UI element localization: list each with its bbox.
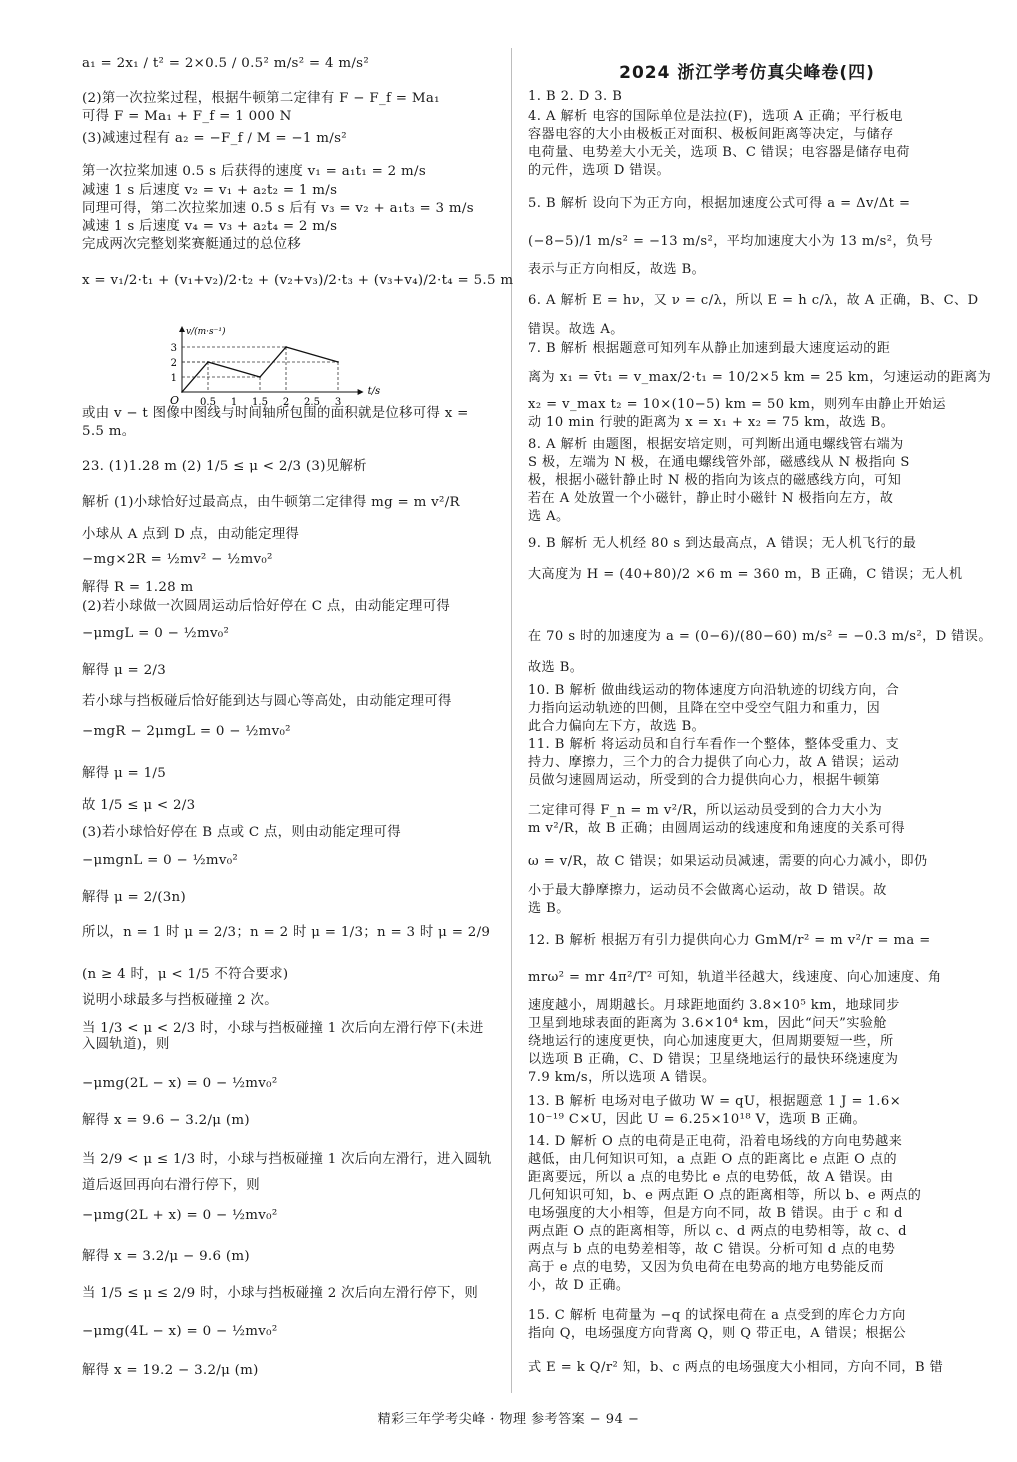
left-text-line: 故 1/5 ≤ μ < 2/3 [82,798,196,813]
y-axis-arrow [179,326,185,332]
left-text-line: 说明小球最多与挡板碰撞 2 次。 [82,993,278,1008]
right-text-line: 员做匀速圆周运动，所受到的合力提供向心力，根据牛顿第 [528,773,881,788]
right-text-line: x₂ = v_max t₂ = 10×(10−5) km = 50 km，则列车由静止开始运 [528,397,946,412]
left-text-line: 完成两次完整划桨赛艇通过的总位移 [82,237,302,252]
right-text-line: 12. B 解析 根据万有引力提供向心力 GmM/r² = m v²/r = ma = [528,933,931,948]
column-divider [511,48,512,1393]
right-text-line: 持力、摩擦力，三个力的合力提供了向心力，故 A 错误；运动 [528,755,900,770]
left-text-line: 解得 μ = 1/5 [82,766,167,781]
x-tick-label: 2.5 [304,397,320,408]
right-text-line: 大高度为 H = (40+80)/2 ×6 m = 360 m，B 正确，C 错误；无人机 [528,567,963,582]
right-text-line: 卫星到地球表面的距离为 3.6×10⁴ km，因此“问天”实验舱 [528,1016,887,1031]
right-text-line: 几何知识可知，b、e 两点距 O 点的距离相等，所以 b、e 两点的 [528,1188,922,1203]
right-text-line: 15. C 解析 电荷量为 −q 的试探电荷在 a 点受到的库仑力方向 [528,1308,906,1323]
left-text-line: 道后返回再向右滑行停下，则 [82,1178,260,1193]
left-text-line: 入圆轨道)，则 [82,1037,170,1052]
right-text-line: 1. B 2. D 3. B [528,89,623,104]
left-text-line: 减速 1 s 后速度 v₄ = v₃ + a₂t₄ = 2 m/s [82,219,338,234]
right-text-line: 容器电容的大小由极板正对面积、极板间距离等决定，与储存 [528,127,894,142]
right-text-line: 故选 B。 [528,660,584,675]
right-text-line: 5. B 解析 设向下为正方向，根据加速度公式可得 a = Δv/Δt = [528,196,911,211]
left-text-line: (3)若小球恰好停在 B 点或 C 点，则由动能定理可得 [82,825,401,840]
left-text-line: 解得 R = 1.28 m [82,580,194,595]
right-text-line: 此合力偏向左下方，故选 B。 [528,719,706,734]
data-point [285,346,287,348]
left-text-line: 若小球与挡板碰后恰好能到达与圆心等高处，由动能定理可得 [82,694,452,709]
data-point [181,391,183,393]
left-text-line: 当 1/3 < μ < 2/3 时，小球与挡板碰撞 1 次后向左滑行停下(未进 [82,1021,484,1036]
right-text-line: 小于最大静摩擦力，运动员不会做离心运动，故 D 错误。故 [528,883,887,898]
left-text-line: −μmg(2L + x) = 0 − ½mv₀² [82,1208,278,1223]
y-axis-label: v/(m·s⁻¹) [186,327,226,337]
left-text-line: −μmgnL = 0 − ½mv₀² [82,853,239,868]
right-text-line: 以选项 B 正确，C、D 错误；卫星绕地运行的最快环绕速度为 [528,1052,899,1067]
velocity-series-line [182,347,338,392]
left-text-line: 解得 x = 3.2/μ − 9.6 (m) [82,1249,250,1264]
x-tick-label: 1.5 [252,397,268,408]
right-text-line: 7. B 解析 根据题意可知列车从静止加速到最大速度运动的距 [528,341,891,356]
section-title: 2024 浙江学考仿真尖峰卷(四) [619,63,875,83]
right-text-line: 4. A 解析 电容的国际单位是法拉(F)，选项 A 正确；平行板电 [528,109,903,124]
left-text-line: 减速 1 s 后速度 v₂ = v₁ + a₂t₂ = 1 m/s [82,183,338,198]
origin-label: O [170,394,180,407]
y-tick-label: 2 [170,358,177,369]
left-text-line: a₁ = 2x₁ / t² = 2×0.5 / 0.5² m/s² = 4 m/s² [82,56,370,71]
right-text-line: 速度越小，周期越长。月球距地面约 3.8×10⁵ km，地球同步 [528,998,900,1013]
x-axis-label: t/s [367,386,381,397]
y-tick-label: 1 [170,373,177,384]
right-text-line: 高于 e 点的电势，又因为负电荷在电势高的地方电势能反而 [528,1260,885,1275]
left-text-line: 第一次拉桨加速 0.5 s 后获得的速度 v₁ = a₁t₁ = 2 m/s [82,164,427,179]
left-text-line: −μmg(2L − x) = 0 − ½mv₀² [82,1076,278,1091]
y-tick-label: 3 [170,343,177,354]
vt-chart [160,292,400,412]
data-point [207,361,209,363]
data-point [337,361,339,363]
left-text-line: (2)第一次拉桨过程，根据牛顿第二定律有 F − F_f = Ma₁ [82,91,440,106]
right-text-line: 动 10 min 行驶的距离为 x = x₁ + x₂ = 75 km，故选 B。 [528,415,895,430]
right-text-line: 10⁻¹⁹ C×U，因此 U = 6.25×10¹⁸ V，选项 B 正确。 [528,1112,867,1127]
left-text-line: 解得 μ = 2/3 [82,663,167,678]
right-text-line: 电荷量、电势差大小无关，选项 B、C 错误；电容器是储存电荷 [528,145,910,160]
left-text-line: 解得 x = 19.2 − 3.2/μ (m) [82,1363,259,1378]
left-text-line: (2)若小球做一次圆周运动后恰好停在 C 点，由动能定理可得 [82,599,451,614]
left-text-line: −μmg(4L − x) = 0 − ½mv₀² [82,1324,278,1339]
right-text-line: 极，根据小磁针静止时 N 极的指向为该点的磁感线方向，可知 [528,473,902,488]
x-axis-arrow [358,389,364,395]
right-text-line: 8. A 解析 由题图，根据安培定则，可判断出通电螺线管右端为 [528,437,904,452]
right-text-line: 二定律可得 F_n = m v²/R，所以运动员受到的合力大小为 [528,803,883,818]
left-text-line: x = v₁/2·t₁ + (v₁+v₂)/2·t₂ + (v₂+v₃)/2·t₃ + (v₃+v₄)/2·t₄ = 5.5 m [82,273,514,288]
right-text-line: 指向 Q，电场强度方向背离 Q，则 Q 带正电，A 错误；根据公 [528,1326,907,1341]
right-text-line: 11. B 解析 将运动员和自行车看作一个整体，整体受重力、支 [528,737,900,752]
right-text-line: 电场强度的大小相等，但是方向不同，故 B 错误。由于 c 和 d [528,1206,903,1221]
right-text-line: 选 A。 [528,509,570,524]
x-tick-label: 2 [282,397,290,408]
left-text-line: (3)减速过程有 a₂ = −F_f / M = −1 m/s² [82,131,347,146]
right-text-line: m v²/R，故 B 正确；由圆周运动的线速度和角速度的关系可得 [528,821,905,836]
left-text-line: 当 2/9 < μ ≤ 1/3 时，小球与挡板碰撞 1 次后向左滑行，进入圆轨 [82,1152,492,1167]
right-text-line: 若在 A 处放置一个小磁针，静止时小磁针 N 极指向左方，故 [528,491,894,506]
right-text-line: 两点与 b 点的电势差相等，故 C 错误。分析可知 d 点的电势 [528,1242,896,1257]
right-text-line: 选 B。 [528,901,570,916]
left-text-line: 可得 F = Ma₁ + F_f = 1 000 N [82,109,292,124]
left-text-line: −mgR − 2μmgL = 0 − ½mv₀² [82,724,291,739]
x-tick-label: 0.5 [200,397,216,408]
left-text-line: 当 1/5 ≤ μ ≤ 2/9 时，小球与挡板碰撞 2 次后向左滑行停下，则 [82,1286,479,1301]
left-text-line: 23. (1)1.28 m (2) 1/5 ≤ μ < 2/3 (3)见解析 [82,459,367,474]
right-text-line: 错误。故选 A。 [528,322,624,337]
right-text-line: 表示与正方向相反，故选 B。 [528,262,706,277]
left-text-line: 解得 x = 9.6 − 3.2/μ (m) [82,1113,250,1128]
right-text-line: 14. D 解析 O 点的电荷是正电荷，沿着电场线的方向电势越来 [528,1134,903,1149]
right-text-line: mrω² = mr 4π²/T² 可知，轨道半径越大，线速度、向心加速度、角 [528,970,942,985]
page-footer: 精彩三年学考尖峰 · 物理 参考答案 − 94 − [377,1412,640,1427]
right-text-line: 绕地运行的速度更快，向心加速度更大，但周期要短一些，所 [528,1034,894,1049]
left-text-line: 5.5 m。 [82,424,136,439]
left-text-line: 解析 (1)小球恰好过最高点，由牛顿第二定律得 mg = m v²/R [82,495,460,510]
right-text-line: 6. A 解析 E = hν，又 ν = c/λ，所以 E = h c/λ，故 A 正确，B、C、D [528,293,979,308]
right-text-line: 的元件，选项 D 错误。 [528,163,671,178]
right-text-line: 距离要远，所以 a 点的电势比 e 点的电势低，故 A 错误。由 [528,1170,894,1185]
left-text-line: −mg×2R = ½mv² − ½mv₀² [82,552,273,567]
right-text-line: (−8−5)/1 m/s² = −13 m/s²，平均加速度大小为 13 m/s²，负号 [528,234,934,249]
right-text-line: ω = v/R，故 C 错误；如果运动员减速，需要的向心力减小，即仍 [528,854,928,869]
right-text-line: 越低，由几何知识可知，a 点距 O 点的距离比 e 点距 O 点的 [528,1152,898,1167]
right-text-line: 两点距 O 点的距离相等，所以 c、d 两点的电势相等，故 c、d [528,1224,907,1239]
right-text-line: 7.9 km/s，所以选项 A 错误。 [528,1070,716,1085]
right-text-line: 式 E = k Q/r² 知，b、c 两点的电场强度大小相同，方向不同，B 错 [528,1360,944,1375]
right-text-line: 10. B 解析 做曲线运动的物体速度方向沿轨迹的切线方向，合 [528,683,900,698]
left-text-line: 或由 v − t 图像中图线与时间轴所包围的面积就是位移可得 x = [82,406,469,421]
right-text-line: S 极，左端为 N 极，在通电螺线管外部，磁感线从 N 极指向 S [528,455,910,470]
right-text-line: 离为 x₁ = v̄t₁ = v_max/2·t₁ = 10/2×5 km = 25 km，匀速运动的距离为 [528,370,992,385]
left-text-line: −μmgL = 0 − ½mv₀² [82,626,230,641]
left-text-line: 所以，n = 1 时 μ = 2/3；n = 2 时 μ = 1/3；n = 3 时 μ = 2/9 [82,925,491,940]
x-tick-label: 3 [334,397,342,408]
left-text-line: (n ≥ 4 时，μ < 1/5 不符合要求) [82,967,289,982]
right-text-line: 小，故 D 正确。 [528,1278,630,1293]
left-text-line: 同理可得，第二次拉桨加速 0.5 s 后有 v₃ = v₂ + a₁t₃ = 3 m/s [82,201,474,216]
right-text-line: 力指向运动轨迹的凹侧，且降在空中受空气阻力和重力，因 [528,701,881,716]
left-text-line: 小球从 A 点到 D 点，由动能定理得 [82,527,300,542]
left-text-line: 解得 μ = 2/(3n) [82,890,186,905]
right-text-line: 13. B 解析 电场对电子做功 W = qU，根据题意 1 J = 1.6× [528,1094,902,1109]
x-tick-label: 1 [230,397,238,408]
data-point [259,376,261,378]
right-text-line: 在 70 s 时的加速度为 a = (0−6)/(80−60) m/s² = −0.3 m/s²，D 错误。 [528,629,992,644]
right-text-line: 9. B 解析 无人机经 80 s 到达最高点，A 错误；无人机飞行的最 [528,536,917,551]
